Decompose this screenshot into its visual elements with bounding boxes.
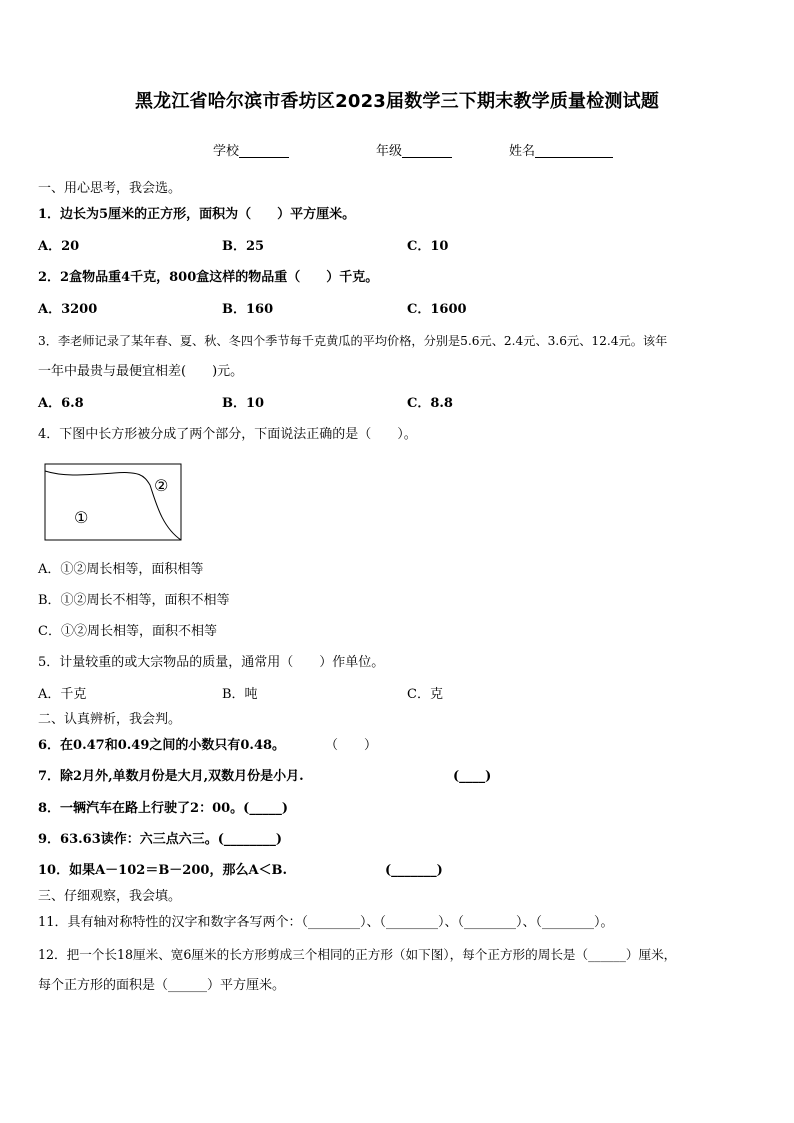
question-10: 10．如果A－102＝B－200，那么A＜B. <box>38 863 288 878</box>
question-12-line-1: 12．把一个长18厘米、宽6厘米的长方形剪成三个相同的正方形（如下图），每个正方形的周长是（______）厘米， <box>38 947 677 962</box>
q1-option-a[interactable]: A．20 <box>38 239 80 254</box>
rectangle-diagram <box>44 463 182 541</box>
q2-option-a[interactable]: A．3200 <box>38 302 98 317</box>
q1-option-b[interactable]: B．25 <box>222 239 265 254</box>
question-2: 2．2盒物品重4千克，800盒这样的物品重（ ）千克。 <box>38 270 379 285</box>
q5-option-c[interactable]: C．克 <box>407 687 443 702</box>
q5-option-b[interactable]: B．吨 <box>222 687 258 702</box>
region-1-label: ① <box>74 508 89 527</box>
q3-option-b[interactable]: B．10 <box>222 396 265 411</box>
q5-option-a[interactable]: A．千克 <box>38 687 87 702</box>
question-5: 5．计量较重的或大宗物品的质量，通常用（ ）作单位。 <box>38 655 385 670</box>
grade-blank[interactable] <box>402 144 452 158</box>
question-1: 1．边长为5厘米的正方形，面积为（ ）平方厘米。 <box>38 207 356 222</box>
grade-label: 年级 <box>376 144 403 159</box>
question-4: 4．下图中长方形被分成了两个部分，下面说法正确的是（ ）。 <box>38 427 417 442</box>
name-field <box>509 140 613 159</box>
grade-field <box>376 140 452 159</box>
question-3-line-1: 3．李老师记录了某年春、夏、秋、冬四个季节每千克黄瓜的平均价格，分别是5.6元、2.4元、3.6元、12.4元。该年 <box>38 334 668 348</box>
q3-option-c[interactable]: C．8.8 <box>407 396 453 411</box>
section-3-heading: 三、仔细观察，我会填。 <box>38 889 182 904</box>
q4-option-b[interactable]: B．①②周长不相等，面积不相等 <box>38 593 230 608</box>
q2-option-c[interactable]: C．1600 <box>407 302 467 317</box>
section-1-heading: 一、用心思考，我会选。 <box>38 181 182 196</box>
question-12-line-2: 每个正方形的面积是（______）平方厘米。 <box>38 978 286 993</box>
q4-option-a[interactable]: A．①②周长相等，面积相等 <box>38 562 204 577</box>
q2-option-b[interactable]: B．160 <box>222 302 274 317</box>
question-3-line-2: 一年中最贵与最便宜相差( )元。 <box>38 364 244 379</box>
name-label: 姓名 <box>509 144 536 159</box>
q6-answer-blank[interactable]: （ ） <box>325 738 378 753</box>
q1-option-c[interactable]: C．10 <box>407 239 449 254</box>
q7-answer-blank[interactable]: (____) <box>453 769 492 784</box>
school-blank[interactable] <box>239 144 289 158</box>
q10-answer-blank[interactable]: (_______) <box>385 863 443 878</box>
question-9: 9．63.63读作：六三点六三。(________) <box>38 832 283 847</box>
question-7: 7．除2月外,单数月份是大月,双数月份是小月. <box>38 769 304 784</box>
q3-option-a[interactable]: A．6.8 <box>38 396 84 411</box>
school-label: 学校 <box>213 144 240 159</box>
region-2-label: ② <box>154 476 169 495</box>
page-title: 黑龙江省哈尔滨市香坊区2023届数学三下期末教学质量检测试题 <box>134 91 660 112</box>
question-11: 11．具有轴对称特性的汉字和数字各写两个：（________）、（________）、（________）、（________）。 <box>38 915 614 930</box>
question-8: 8．一辆汽车在路上行驶了2：00。(_____) <box>38 801 288 816</box>
question-6: 6．在0.47和0.49之间的小数只有0.48。 <box>38 738 286 753</box>
q4-option-c[interactable]: C．①②周长相等，面积不相等 <box>38 624 217 639</box>
school-field <box>213 140 289 159</box>
name-blank[interactable] <box>535 144 613 158</box>
section-2-heading: 二、认真辨析，我会判。 <box>38 712 182 727</box>
